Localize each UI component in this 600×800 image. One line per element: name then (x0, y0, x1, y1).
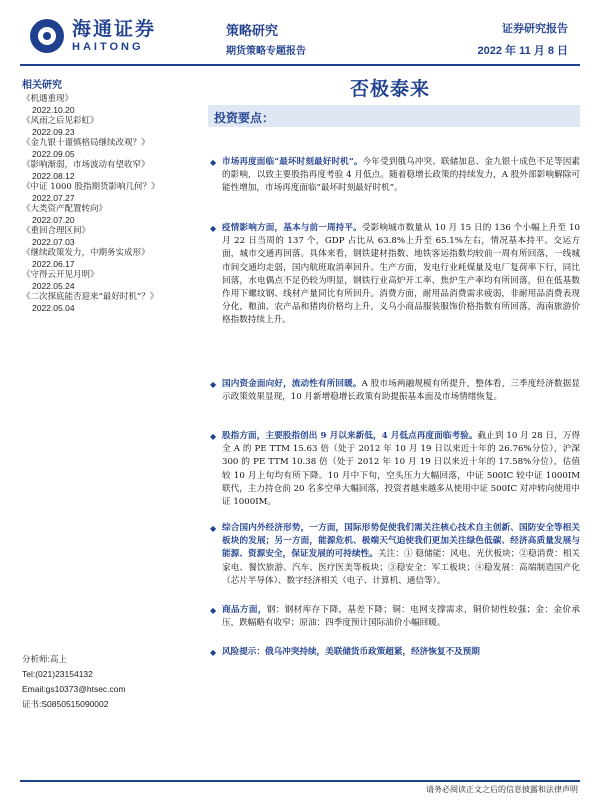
related-research-link[interactable]: 《机遇重现》 (22, 94, 74, 104)
logo-english-name: HAITONG (72, 41, 144, 53)
report-title: 否极泰来 (349, 78, 430, 100)
related-research-date: 2022.05.04 (32, 303, 75, 313)
related-research-link[interactable]: 《守得云开见月明》 (22, 270, 99, 280)
report-category: 策略研究 (226, 24, 279, 39)
bullet-diamond-icon: ◆ (210, 224, 217, 233)
related-research-date: 2022.07.27 (32, 193, 75, 203)
key-point-body: 截止到 10 月 28 日，万得全 A 的 PE TTM 15.63 倍（处于 2012 年 10 月 19 日以来近十年的 26.76%分位），沪深 300 的 PE TTM 10.38 倍（处于 2012 年 10 月 19 日以来近十年的 17.58%分位），估值较 10 月上旬均有所下降。10 月中下旬，空头压力大幅回落，中证 500IC 较中证 1000IM 联代，主力持仓前 20 名多空单大幅回落，投资者越来越多从使用中证 500IC 对冲转向使用中证 1000IM。 (222, 431, 580, 508)
analyst-name: 分析师:高上 (22, 654, 67, 664)
key-point-paragraph (210, 522, 580, 588)
risk-warning-text: 风险提示：俄乌冲突持续，美联储货币政策超紧，经济恢复不及预期 (222, 647, 480, 657)
related-research-list (22, 94, 177, 314)
analyst-tel: Tel:(021)23154132 (22, 669, 93, 679)
key-point-body: 受影响城市数量从 10 月 15 日的 136 个小幅上升至 10 月 22 日当周的 137 个，GDP 占比从 63.8%上升至 65.1%左右，情况基本持平。交运方面，城市交通再回落。具体来看，钢铁建材指数、地铁客运指数均较前一周有所回落，一线城市间交通均走弱，国内航班取消率回升。生产方面，发电行业耗煤量及电厂复荷率下行，同比回落，水电偶点不足仍较为明显，钢铁行业高炉开工率、焦炉生产率均有所回落，但在低基数作用下螺纹钢、线材产量同比有所回升。消费方面，耐用品消费需求疲弱，非耐用品消费表现分化，粮油、农产品和猪肉价格均上升，义乌小商品服装服饰价格指数有所回落，海南旅游价格指数持续上升。 (222, 223, 580, 326)
related-research-link[interactable]: 《大类资产配置转向》 (22, 204, 108, 214)
report-date: 2022 年 11 月 8 日 (477, 45, 568, 57)
analyst-email[interactable]: Email:gs10373@htsec.com (22, 684, 126, 694)
related-research-date: 2022.10.20 (32, 105, 75, 115)
key-point-body: 今年受到俄乌冲突、联储加息、金九银十成色不足等因素的影响，以致主要股指再度考验 4 月低点。随着稳增长政策的持续发力，A 股外部影响解除可能性增加，市场再度面临“最坏时刻最好时机”。 (222, 157, 580, 194)
related-research-date: 2022.09.23 (32, 127, 75, 137)
report-type: 证券研究报告 (502, 22, 568, 35)
bullet-diamond-icon: ◆ (210, 432, 217, 441)
logo-chinese-name: 海通证券 (72, 18, 157, 40)
key-point-lead: 股指方面，主要股指创出 9 月以来新低，4 月低点再度面临考验。 (222, 431, 478, 441)
haitong-emblem-icon (30, 19, 64, 53)
key-point-lead: 疫情影响方面，基本与前一周持平。 (222, 223, 362, 233)
footer-disclaimer: 请务必阅读正文之后的信息披露和法律声明 (426, 785, 578, 794)
related-research-link[interactable]: 《影响渐弱，市场波动有望收窄》 (22, 160, 150, 170)
related-research-link[interactable]: 《继续政策发力，中期务实成形》 (22, 248, 150, 258)
analyst-contact (22, 652, 192, 712)
key-point-body: 钢：钢材库存下降，基差下降；铜：电网支撑需求，铜价韧性较强；金：金价承压，跌幅略有收窄；原油：四季度预计国际油价小幅回暖。 (222, 605, 580, 629)
haitong-logo (30, 12, 180, 60)
related-research-date: 2022.09.05 (32, 149, 75, 159)
key-point-paragraph (210, 604, 580, 630)
related-research-date: 2022.06.17 (32, 259, 75, 269)
related-research-date: 2022.07.03 (32, 237, 75, 247)
key-point-body: 关注：① 稳储能：风电、光伏板块；②稳消费：相关家电、餐饮旅游、汽车、医疗医美等板块；③稳安全：军工板块；④稳发展：高端制造国产化（芯片半导体）、数字经济相关（电子、计算机、通信等）。 (222, 549, 580, 586)
analyst-license: 证书:S0850515090002 (22, 699, 109, 709)
related-research-link[interactable]: 《金九银十谨慎格局继续改观？》 (22, 138, 150, 148)
related-research-title: 相关研究 (22, 80, 62, 91)
key-points-banner (208, 105, 580, 127)
bullet-diamond-icon: ◆ (210, 524, 217, 533)
key-points-label: 投资要点： (214, 111, 275, 125)
header-divider (20, 64, 580, 66)
key-point-lead: 商品方面， (222, 605, 267, 615)
risk-warning-paragraph (210, 646, 580, 659)
report-header (0, 0, 600, 66)
bullet-diamond-icon: ◆ (210, 380, 217, 389)
key-point-paragraph (210, 222, 580, 328)
key-point-lead: 市场再度面临“最坏时刻最好时机”。 (222, 157, 363, 167)
footer-divider (20, 780, 580, 782)
related-research-link[interactable]: 《重回合理区间》 (22, 226, 91, 236)
key-point-paragraph (210, 156, 580, 196)
key-point-lead: 国内资金面向好，流动性有所回暖。 (222, 379, 362, 389)
bullet-diamond-icon: ◆ (210, 606, 217, 615)
related-research-date: 2022.08.12 (32, 171, 75, 181)
bullet-diamond-icon: ◆ (210, 648, 217, 657)
related-research-sidebar (22, 76, 177, 314)
related-research-link[interactable]: 《二次探底能否迎来“最好时机”？》 (22, 292, 159, 302)
report-subcategory: 期货策略专题报告 (226, 46, 306, 57)
bullet-diamond-icon: ◆ (210, 158, 217, 167)
related-research-date: 2022.05.24 (32, 281, 75, 291)
related-research-link[interactable]: 《风雨之后见彩虹》 (22, 116, 99, 126)
related-research-link[interactable]: 《中证 1000 股指期货影响几何？》 (22, 182, 160, 192)
key-point-paragraph (210, 378, 580, 404)
key-point-lead: 综合国内外经济形势，一方面，国际形势促使我们需关注核心技术自主创新、国防安全等相关板块的发展；另一方面，能源危机、极端天气迫使我们更加关注绿色低碳、经济高质量发展与能源、资源安全，保证发展的可持续性。 (222, 523, 580, 560)
related-research-date: 2022.07.20 (32, 215, 75, 225)
key-point-body: A 股市场两融规模有所提升，整体看，三季度经济数据显示政策效果显现，10 月新增稳增长政策有助提振基本面及市场情绪恢复。 (222, 379, 580, 403)
key-point-paragraph (210, 430, 580, 509)
